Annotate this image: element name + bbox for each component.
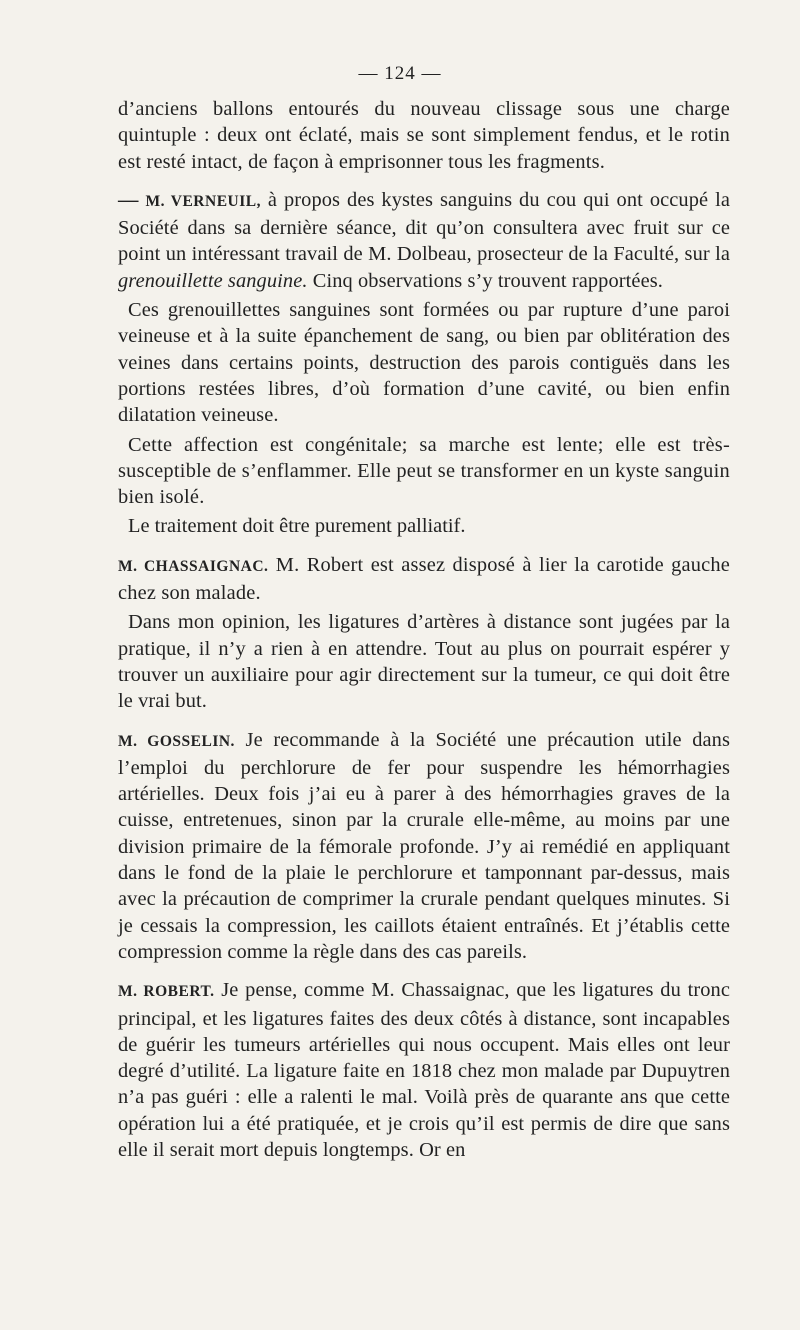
paragraph-verneuil [118,187,730,294]
paragraph-text: Le traitement doit être purement palliatif. [128,515,466,538]
paragraph-robert [118,977,730,1163]
paragraph-text: Je recommande à la Société une précaution utile dans l’emploi du perchlorure de fer pour suspendre les hémorrhagies artérielles. Deux fois j’ai eu à parer à des hémorrhagies graves de la cuisse, entretenues, sinon par la crurale elle-même, au moins par une division primaire de la fémorale profonde. J’y ai remédié en appliquant dans le fond de la plaie le perchlorure et tamponnant par-dessus, mais avec la précaution de comprimer la crurale pendant quelques minutes. Si je cessais la compression, les caillots étaient entraînés. Et j’établis cette compression comme la règle dans des cas pareils. [118,728,731,963]
paragraph-text: Je pense, comme M. Chassaignac, que les ligatures du tronc principal, et les ligatures faites des deux côtés à distance, sont incapables de guérir les tumeurs artérielles qui nous occupent. Mais elles ont leur degré d’utilité. La ligature faite en 1818 chez mon malade par Dupuytren n’a pas guéri : elle a ralenti le mal. Voilà près de quarante ans que cette opération lui a été pratiquée, et je crois qu’il est permis de dire que sans elle il serait mort depuis longtemps. Or en [118,979,730,1161]
paragraph-traitement [118,513,730,539]
paragraph-affection [118,432,730,511]
speaker-name: M. CHASSAIGNAC. [118,557,269,575]
paragraph-opinion [118,609,730,714]
italic-term: grenouillette sanguine. [118,269,308,292]
paragraph-text: Ces grenouillettes sanguines sont formées ou par rupture d’une paroi veineuse et à la suite épanchement de sang, ou bien par oblitération des veines dans certains points, destruction des parois contiguës dans les portions restées libres, d’où formation d’une cavité, ou bien enfin dilatation veineuse. [118,299,730,427]
paragraph-text: à propos des kystes sanguins du cou qui ont occupé la Société dans sa dernière séance, dit qu’on consultera avec fruit sur ce point un intéressant travail de M. Dolbeau, prosecteur de la Faculté, sur la [118,188,730,266]
body-text [118,96,730,1163]
speaker-name: M. VERNEUIL, [145,192,261,210]
paragraph-text: Cette affection est congénitale; sa marche est lente; elle est très-susceptible de s’enflammer. Elle peut se transformer en un kyste sanguin bien isolé. [118,433,730,509]
em-dash: — [118,188,139,211]
paragraph-chassaignac [118,552,730,607]
paragraph-text: M. Robert est assez disposé à lier la carotide gauche chez son malade. [118,553,730,605]
paragraph-gosselin [118,727,730,966]
page-number: — 124 — [358,63,442,84]
paragraph-text: d’anciens ballons entourés du nouveau clissage sous une charge quintuple : deux ont éclaté, mais se sont simplement fendus, et le rotin est resté intact, de façon à emprisonner tous les fragments. [118,98,730,173]
paragraph-continuation [118,96,730,175]
paragraph-text-end: Cinq observations s’y trouvent rapportées. [307,269,663,292]
speaker-name: M. ROBERT. [118,983,215,1001]
speaker-name: M. GOSSELIN. [118,732,235,750]
paragraph-text: Dans mon opinion, les ligatures d’artères à distance sont jugées par la pratique, il n’y a rien à en attendre. Tout au plus on pourrait espérer y trouver un auxiliaire pour agir directement sur la tumeur, ce qui doit être le vrai but. [118,611,730,713]
paragraph-grenouillettes [118,297,730,428]
